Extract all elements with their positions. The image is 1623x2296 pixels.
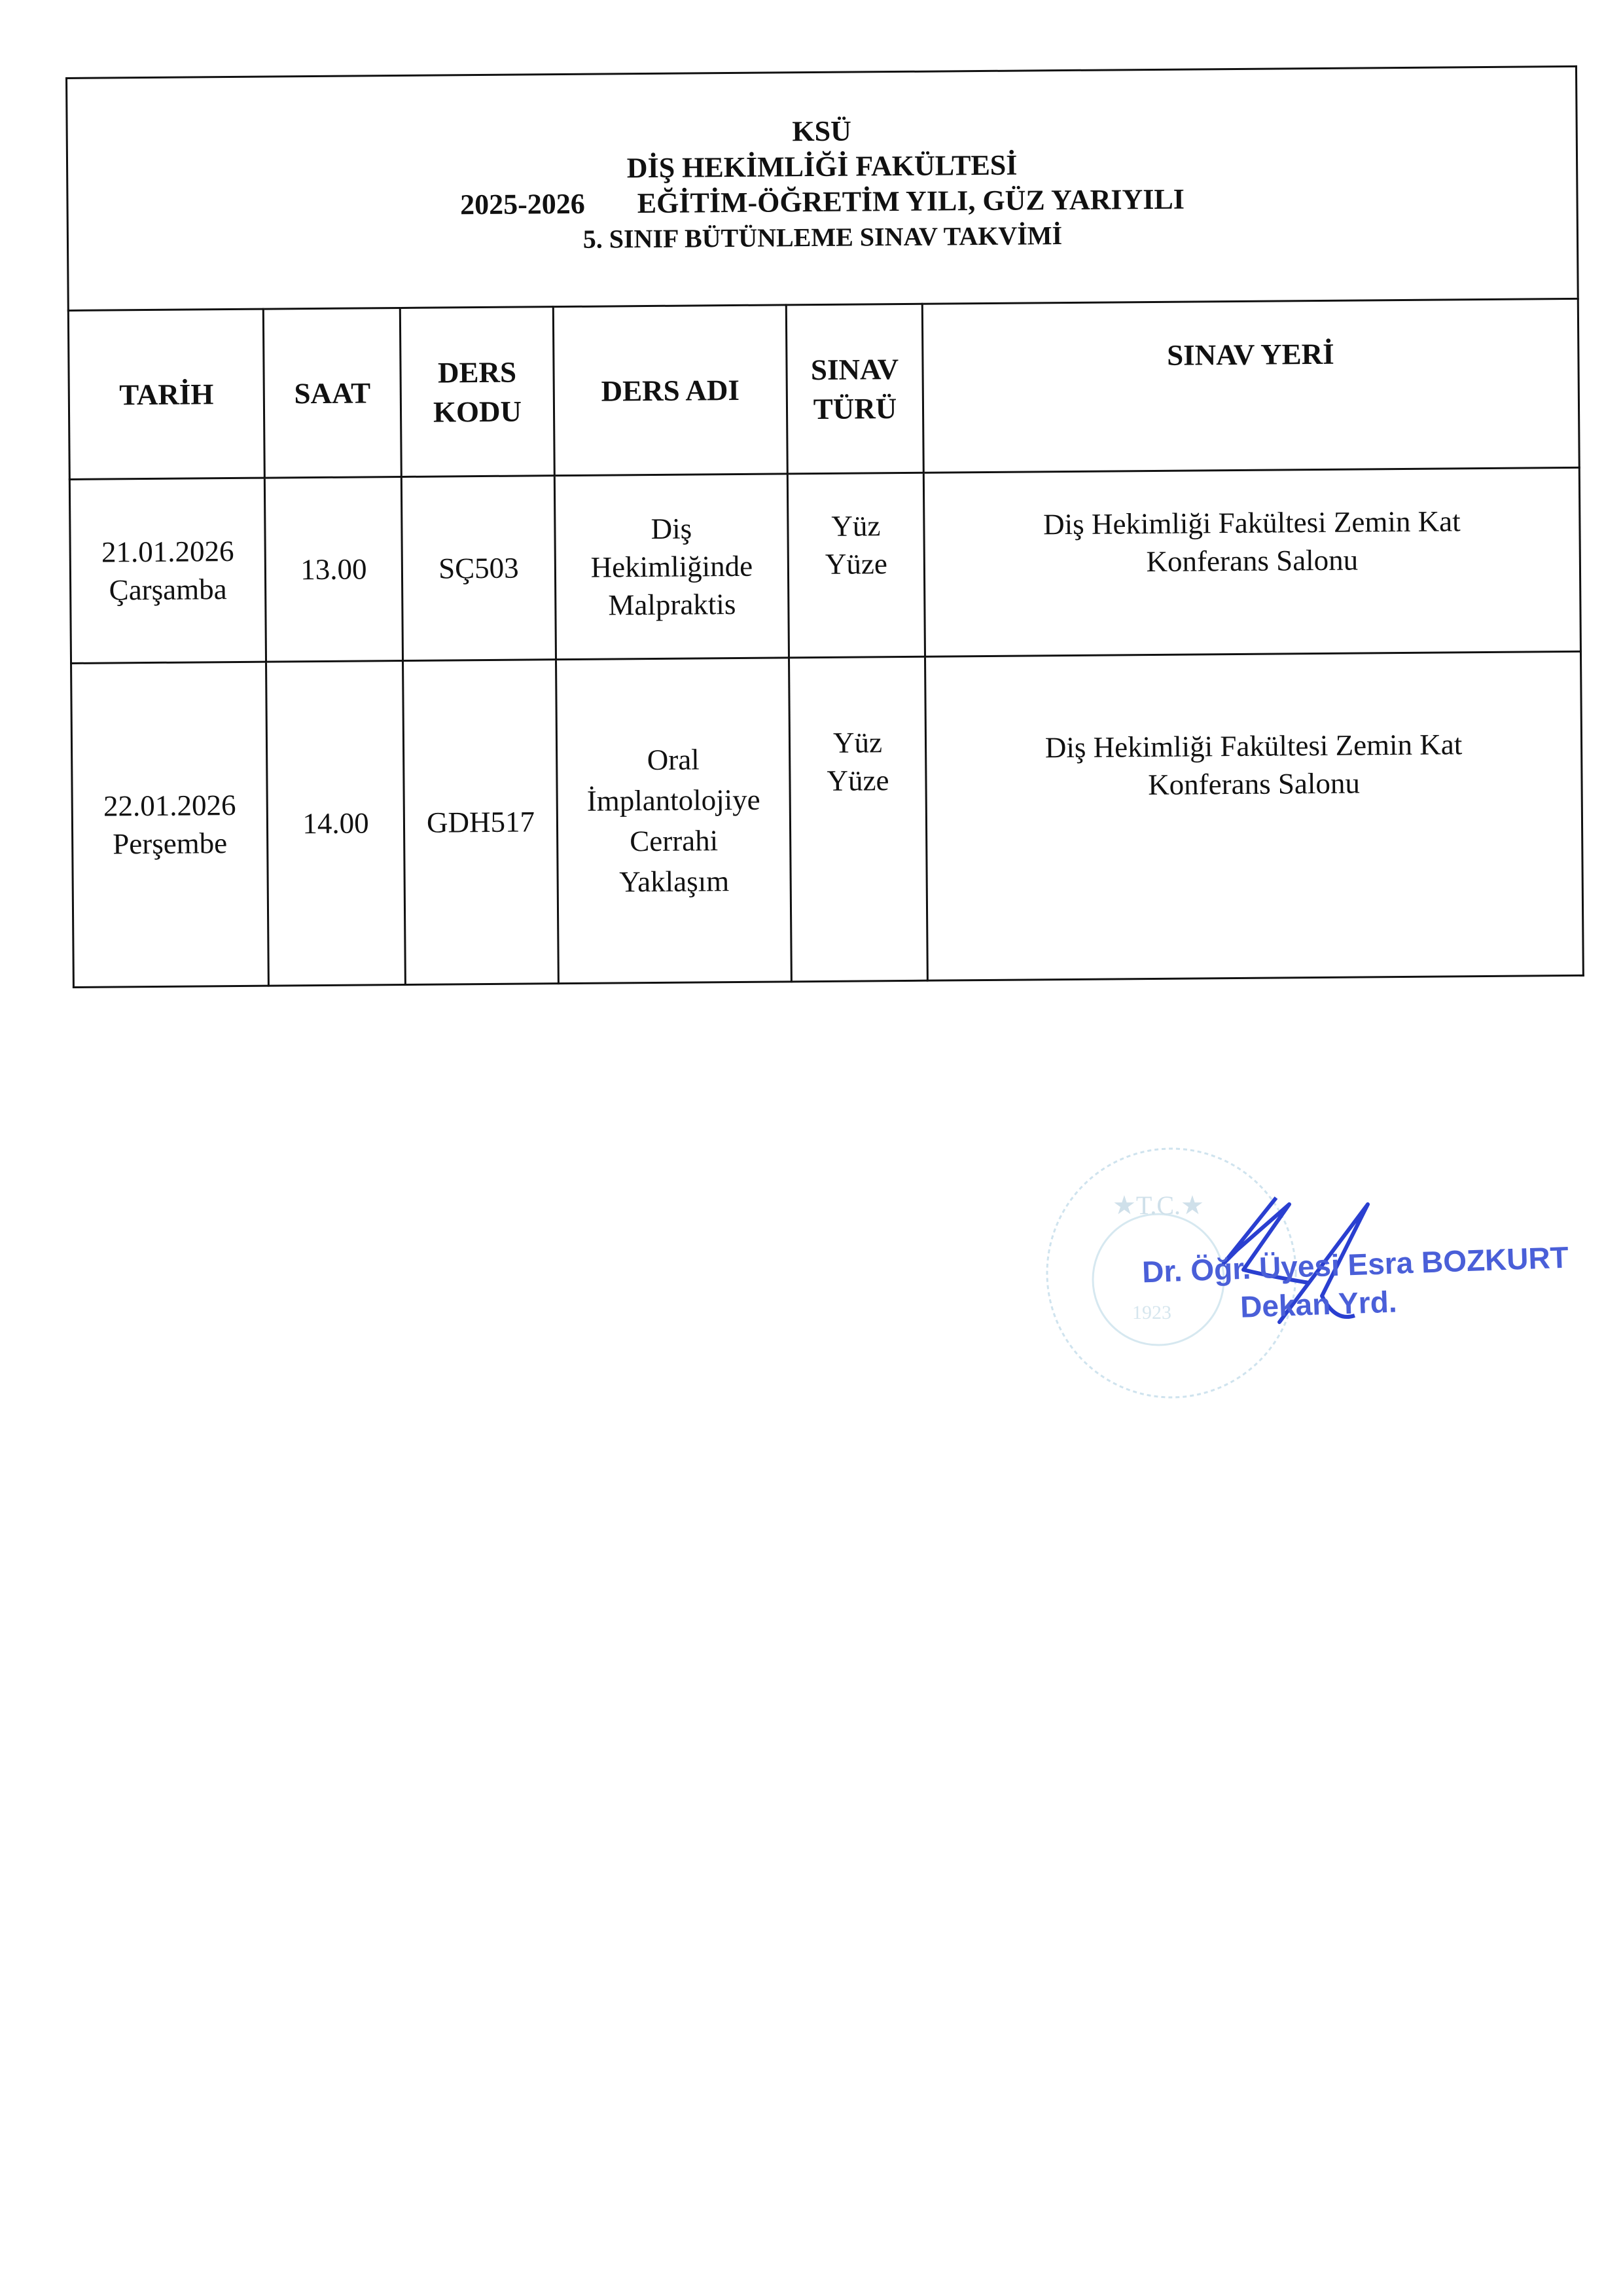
- table-header-row: [68, 298, 1579, 479]
- faculty-name: DİŞ HEKİMLİĞİ FAKÜLTESİ: [626, 149, 1018, 185]
- signatory-title: Dekan Yrd.: [1240, 1284, 1398, 1324]
- exam-type-cell: [787, 473, 925, 658]
- course-name-l1: Oral: [647, 743, 700, 777]
- day: Çarşamba: [109, 573, 227, 607]
- day: Perşembe: [113, 827, 228, 861]
- signature-block: [1141, 1240, 1569, 1324]
- schedule-title: 5. SINIF BÜTÜNLEME SINAV TAKVİMİ: [582, 221, 1063, 254]
- col-ders-adi: DERS ADI: [553, 305, 787, 476]
- col-sinav-turu-l1: SINAV: [810, 352, 899, 386]
- code-cell: GDH517: [403, 660, 559, 985]
- exam-schedule: [65, 65, 1584, 988]
- course-name-cell: [554, 474, 789, 660]
- col-ders-kodu: [400, 307, 554, 477]
- document-header: [65, 65, 1579, 310]
- col-ders-kodu-l2: KODU: [433, 395, 522, 429]
- exam-type-l2: Yüze: [825, 547, 888, 581]
- col-sinav-turu-l2: TÜRÜ: [813, 391, 897, 425]
- schedule-table: [67, 298, 1584, 988]
- code-cell: SÇ503: [401, 476, 556, 661]
- date: 21.01.2026: [101, 535, 234, 569]
- svg-text:1923: 1923: [1132, 1302, 1171, 1323]
- university-name: KSÜ: [792, 115, 852, 148]
- exam-place-cell: [925, 651, 1583, 980]
- col-sinav-yeri: SINAV YERİ: [922, 298, 1579, 473]
- date-cell: [71, 662, 269, 987]
- exam-type-l1: Yüz: [832, 726, 883, 759]
- col-sinav-turu: [786, 304, 923, 474]
- exam-type-l2: Yüze: [827, 764, 889, 797]
- course-name-l2: İmplantolojiye: [586, 783, 760, 817]
- exam-type-cell: [789, 656, 927, 982]
- table-row: [69, 467, 1580, 663]
- svg-text:★T.C.★: ★T.C.★: [1113, 1191, 1204, 1220]
- course-name-l3: Cerrahi: [630, 824, 719, 858]
- exam-place-l2: Konferans Salonu: [1148, 766, 1361, 802]
- exam-place-l1: Diş Hekimliği Fakültesi Zemin Kat: [1044, 728, 1463, 764]
- semester: EĞİTİM-ÖĞRETİM YILI, GÜZ YARIYILI: [637, 183, 1185, 220]
- exam-place-l2: Konferans Salonu: [1146, 543, 1359, 579]
- time-cell: 13.00: [264, 476, 402, 662]
- course-name-l2: Hekimliğinde: [590, 549, 753, 584]
- exam-place-cell: [923, 467, 1580, 656]
- table-row: [71, 651, 1584, 987]
- course-name-l4: Yaklaşım: [619, 865, 730, 899]
- col-ders-kodu-l1: DERS: [437, 355, 517, 389]
- time-cell: 14.00: [266, 660, 406, 986]
- date-cell: [69, 478, 266, 663]
- col-tarih: TARİH: [68, 309, 264, 479]
- course-name-l3: Malpraktis: [608, 587, 736, 622]
- exam-place-l1: Diş Hekimliği Fakültesi Zemin Kat: [1043, 505, 1461, 541]
- date: 22.01.2026: [103, 788, 236, 823]
- academic-year: 2025-2026: [459, 187, 585, 221]
- course-name-l1: Diş: [651, 512, 692, 545]
- col-saat: SAAT: [263, 308, 401, 478]
- course-name-cell: [556, 658, 792, 984]
- exam-type-l1: Yüz: [831, 509, 881, 543]
- signatory-name: Dr. Öğr. Üyesi Esra BOZKURT: [1141, 1240, 1569, 1289]
